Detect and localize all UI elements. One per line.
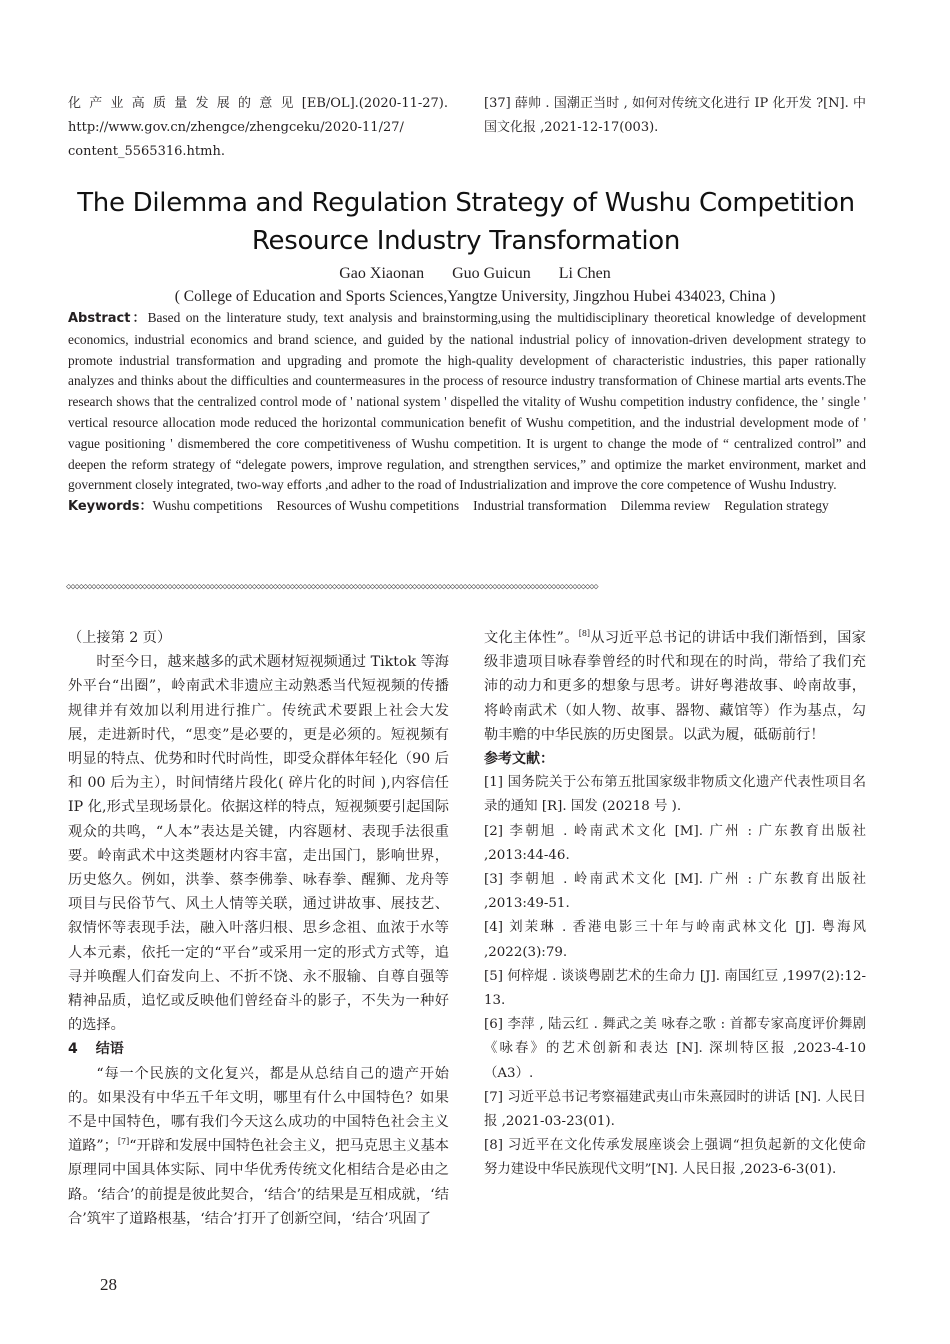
reference-item: [4] 刘茉琳 . 香港电影三十年与岭南武林文化 [J]. 粤海风 ,2022(3):79. — [484, 920, 866, 960]
references-heading: 参考文献： — [484, 751, 554, 768]
section-title: 结语 — [95, 1041, 124, 1058]
reference-item: [1] 国务院关于公布第五批国家级非物质文化遗产代表性项目名录的通知 [R]. 国发 (20218 号 ). — [484, 775, 866, 815]
keywords-label: Keywords： — [68, 499, 153, 515]
page-number: 28 — [100, 1275, 117, 1294]
body-paragraph: 时至今日，越来越多的武术题材短视频通过 Tiktok 等海外平台“出圈”，岭南武术非遗应主动熟悉当代短视频的传播规律并有效加以利用进行推广。传统武术要跟上社会大发展，走进新时代，“思变”是必要的，更是必须的。短视频有明显的特点、优势和时代时尚性，即受众群体年轻化（90 后和 00 后为主），时间情绪片段化( 碎片化的时间 ),内容信任 IP 化,形式呈现场景化。依据这样的特点，短视频要引起国际观众的共鸣，“人本”表达是关键，内容题材、表现手法很重要。岭南武术中这类题材内容丰富，走出国门，影响世界，历史悠久。例如，洪拳、蔡李佛拳、咏春拳、醒狮、龙舟等项目与民俗节气、风土人情等关联，通过讲故事、展技艺、叙情怀等表现手法，融入叶落归根、思乡念祖、血浓于水等人本元素，依托一定的“平台”或采用一定的形式方式等，追寻并唤醒人们奋发向上、不折不饶、永不服输、自尊自强等精神品质，追忆或反映他们曾经奋斗的影子，不失为一种好的选择。 — [68, 654, 449, 1034]
body-paragraph — [68, 1062, 449, 1231]
continued-note: （上接第 2 页） — [68, 630, 172, 646]
article-title: The Dilemma and Regulation Strategy of Wushu Competition Resource Industry Transformation — [77, 188, 855, 256]
reference-item: [8] 习近平在文化传承发展座谈会上强调“担负起新的文化使命 努力建设中华民族现代文明”[N]. 人民日报 ,2023-6-3(01). — [484, 1138, 866, 1178]
reference-list — [484, 771, 866, 1182]
keyword: Wushu competitions — [152, 498, 263, 514]
reference-item: [2] 李朝旭 . 岭南武术文化 [M]. 广州 : 广东教育出版社 ,2013:44-46. — [484, 823, 866, 863]
author-name: Li Chen — [558, 265, 611, 282]
citation-marker: [7] — [117, 1137, 130, 1147]
paragraph-part: “每一个民族的文化复兴，都是从总结自己的遗产开始的。如果没有中华五千年文明，哪里有什么中国特色？如果不是中国特色，哪有我们今天这么成功的中国特色社会主义道路”； — [68, 1065, 449, 1155]
left-column — [68, 626, 449, 1231]
right-column — [484, 626, 866, 1183]
abstract-block — [68, 308, 866, 518]
abstract-label: Abstract： — [68, 311, 148, 326]
author-name: Gao Xiaonan — [339, 265, 425, 282]
body-paragraph — [484, 626, 866, 747]
top-right-reference: [37] 薛帅 . 国潮正当时 , 如何对传统文化进行 IP 化开发 ?[N]. 中国文化报 ,2021-12-17(003). — [484, 96, 866, 135]
keyword: Industrial transformation — [473, 498, 607, 514]
top-left-reference: 化产业高质量发展的意见[EB/OL].(2020-11-27). http://www.gov.cn/zhengce/zhengceku/2020-11/27/ content_5565316.htmh. — [68, 96, 448, 159]
author-name: Guo Guicun — [452, 265, 531, 282]
abstract-text: Based on the linterature study, text analysis and brainstorming,using the multidisciplinary theoretical knowledge of development economics, industrial economics and brand science, and guided by the national industrial policy of innovation-driven development strategy to promote industrial transformation and upgrading and promote the high-quality development of characteristic industries, this paper rationally analyzes and thinks about the difficulties and countermeasures in the process of resource industry transformation of Chinese martial arts events.The research shows that the centralized control mode of ' national system ' dispelled the vitality of Wushu competition industry confidence, the ' single ' vertical resource allocation mode reduced the horizontal communication benefit of Wushu competition, and the industrial development mode of ' vague positioning ' dismembered the core competitiveness of Wushu competition. It is urgent to change the mode of “ centralized control” and deepen the reform strategy of “delegate powers, improve regulation, and strengthen services,” and optimize the market environment, market and government closely integrated, two-way efforts ,and adher to the road of Industrialization and improve the core competence of Wushu Industry. — [68, 310, 866, 493]
paragraph-part: “开辟和发展中国特色社会主义，把马克思主义基本原理同中国具体实际、同中华优秀传统文化相结合是必由之路。‘结合’的前提是彼此契合，‘结合’的结果是互相成就，‘结合’筑牢了道路根基，‘结合’打开了创新空间，‘结合’巩固了 — [68, 1138, 449, 1227]
paragraph-part: 从习近平总书记的讲话中我们渐悟到，国家级非遗项目咏春拳曾经的时代和现在的时尚，带给了我们充沛的动力和更多的想象与思考。讲好粤港故事、岭南故事，将岭南武术（如人物、故事、器物、藏馆等）作为基点，勾勒丰赡的中华民族的历史图景。以武为履，砥砺前行！ — [484, 630, 866, 743]
keyword: Regulation strategy — [724, 498, 829, 514]
keyword: Dilemma review — [620, 498, 711, 514]
section-number: 4 — [68, 1041, 78, 1058]
affiliation: ( College of Education and Sports Sciences,Yangtze University, Jingzhou Hubei 434023, China ) — [174, 288, 776, 305]
reference-item: [6] 李萍 , 陆云红 . 舞武之美 咏春之歌 : 首都专家高度评价舞剧《咏春》的艺术创新和表达 [N]. 深圳特区报 ,2023-4-10（A3）. — [484, 1017, 866, 1081]
reference-item: [3] 李朝旭 . 岭南武术文化 [M]. 广州 : 广东教育出版社 ,2013:49-51. — [484, 872, 866, 912]
paragraph-part: 文化主体性”。 — [484, 630, 579, 646]
reference-item: [7] 习近平总书记考察福建武夷山市朱熹园时的讲话 [N]. 人民日报 ,2021-03-23(01). — [484, 1089, 866, 1130]
author-list — [0, 263, 950, 285]
section-heading — [68, 1037, 449, 1061]
keyword: Resources of Wushu competitions — [276, 498, 460, 514]
citation-marker: [8] — [578, 629, 591, 638]
decorative-divider: ◇◇◇◇◇◇◇◇◇◇◇◇◇◇◇◇◇◇◇◇◇◇◇◇◇◇◇◇◇◇◇◇◇◇◇◇◇◇◇◇◇◇◇◇◇◇◇◇◇◇◇◇◇◇◇◇◇◇◇◇◇◇◇◇◇◇◇◇◇◇◇◇◇◇◇◇◇◇◇◇◇◇◇◇◇◇◇◇◇◇◇◇◇◇◇◇◇◇◇◇◇◇◇◇◇◇◇◇◇◇◇◇◇◇◇◇◇◇◇◇◇◇◇◇◇◇ — [66, 582, 598, 592]
reference-item: [5] 何梓焜 . 谈谈粤剧艺术的生命力 [J]. 南国红豆 ,1997(2):12-13. — [484, 968, 866, 1009]
